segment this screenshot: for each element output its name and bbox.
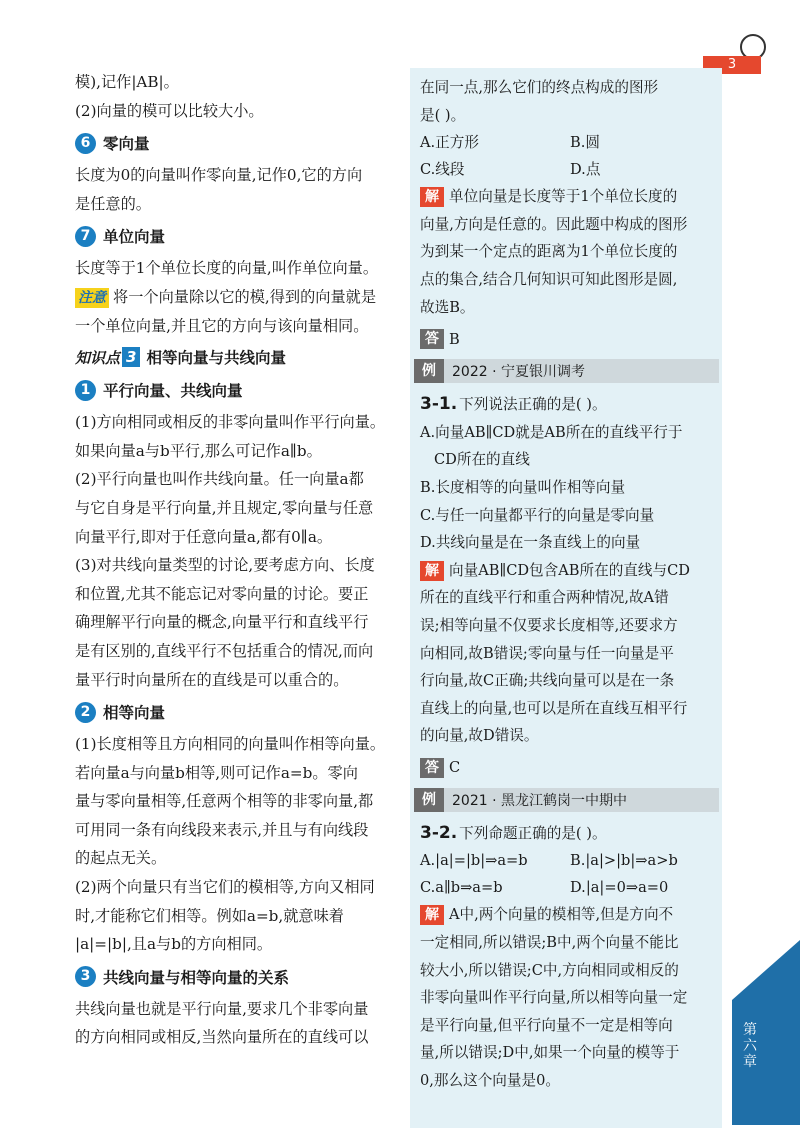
text-line: 向量平行,即对于任意向量a,都有0∥a。 [75, 527, 333, 546]
solution-line [420, 901, 718, 929]
note-line [75, 283, 405, 312]
question-number: 3-2. [420, 822, 458, 843]
text-line: (1)长度相等且方向相同的向量叫作相等向量。 [75, 735, 386, 754]
kp-label: 知识点 [75, 348, 121, 367]
text-line: (3)对共线向量类型的讨论,要考虑方向、长度 [75, 556, 375, 575]
section-heading-equal [75, 698, 405, 726]
option: D.点 [570, 161, 601, 179]
paragraph-parallel [75, 408, 405, 694]
solution-text: 非零向量叫作平行向量,所以相等向量一定 [420, 989, 688, 1007]
solution-text: 一定相同,所以错误;B中,两个向量不能比 [420, 934, 679, 952]
paragraph-equal [75, 730, 405, 959]
text-line: 模),记作|AB|。 [75, 73, 179, 91]
solution-text: 故选B。 [420, 298, 475, 316]
solution-text: 为到某一个定点的距离为1个单位长度的 [420, 243, 678, 261]
heading-title: 单位向量 [103, 228, 166, 247]
example-bar [414, 788, 719, 812]
heading-title: 平行向量、共线向量 [103, 382, 243, 401]
text-line: 若向量a与向量b相等,则可记作a=b。零向 [75, 763, 358, 782]
solution-text: 向相同,故B错误;零向量与任一向量是平 [420, 644, 674, 662]
section-heading-unit-vector [75, 222, 405, 250]
note-badge: 注意 [75, 288, 109, 308]
option: D.共线向量是在一条直线上的向量 [420, 534, 641, 552]
text-line: 可用同一条有向线段来表示,并且与有向线段 [75, 820, 369, 839]
solution-text: 向量AB∥CD包含AB所在的直线与CD [449, 561, 690, 579]
solution-line [420, 183, 718, 211]
solution-badge: 解 [420, 561, 444, 581]
solution-text: 是平行向量,但平行向量不一定是相等向 [420, 1016, 673, 1034]
question-stem: 下列命题正确的是( )。 [459, 824, 607, 842]
number-circle-icon: 2 [75, 702, 96, 723]
option: C.线段 [420, 161, 465, 179]
text-line: (2)向量的模可以比较大小。 [75, 101, 264, 120]
text-line: (2)两个向量只有当它们的模相等,方向又相同 [75, 878, 375, 897]
section-heading-zero-vector [75, 129, 405, 157]
solution-text: 量,所以错误;D中,如果一个向量的模等于 [420, 1044, 680, 1062]
solution-text: 点的集合,结合几何知识可知此图形是圆, [420, 270, 678, 288]
text-line: (1)方向相同或相反的非零向量叫作平行向量。 [75, 413, 386, 432]
solution-line [420, 557, 718, 585]
text-line: 长度为0的向量叫作零向量,记作0,它的方向 [75, 166, 363, 185]
solution-text: 行向量,故C正确;共线向量可以是在一条 [420, 672, 675, 690]
option: C.a∥b⇒a=b [420, 879, 503, 897]
text-line: 是有区别的,直线平行不包括重合的情况,而向 [75, 641, 374, 660]
option-row [420, 847, 718, 874]
left-column [75, 68, 405, 1052]
example-badge: 例 [414, 359, 444, 383]
text-line: 量平行时向量所在的直线是可以重合的。 [75, 670, 349, 689]
number-circle-icon: 3 [75, 966, 96, 987]
right-panel [410, 68, 722, 1128]
text-line: 一个单位向量,并且它的方向与该向量相同。 [75, 316, 369, 335]
solution-text: 0,那么这个向量是0。 [420, 1072, 560, 1090]
text-line: |a|=|b|,且a与b的方向相同。 [75, 935, 273, 954]
answer-text: C [449, 759, 461, 777]
solution-text: 单位向量是长度等于1个单位长度的 [449, 188, 678, 206]
question-line: 在同一点,那么它们的终点构成的图形 [420, 79, 659, 96]
text-line: 共线向量也就是平行向量,要求几个非零向量 [75, 999, 369, 1018]
section-heading-parallel [75, 376, 405, 404]
question-line [420, 391, 718, 419]
answer-line [420, 754, 718, 782]
text-line: (2)平行向量也叫作共线向量。任一向量a都 [75, 470, 364, 489]
example-bar [414, 359, 719, 383]
heading-title: 共线向量与相等向量的关系 [103, 968, 290, 987]
question-line [420, 820, 718, 848]
option: B.长度相等的向量叫作相等向量 [420, 478, 626, 496]
kp-number: 3 [122, 347, 140, 367]
text-line: 如果向量a与b平行,那么可记作a∥b。 [75, 441, 322, 460]
solution-text: A中,两个向量的模相等,但是方向不 [449, 906, 674, 924]
answer-badge: 答 [420, 329, 444, 349]
answer-line [420, 325, 718, 353]
heading-title: 相等向量 [103, 704, 166, 723]
text-line: 和位置,尤其不能忘记对零向量的讨论。要正 [75, 584, 369, 603]
number-circle-icon: 1 [75, 380, 96, 401]
text-line: 确理解平行向量的概念,向量平行和直线平行 [75, 613, 369, 632]
option: A.|a|=|b|⇒a=b [420, 852, 528, 870]
text-line: 时,才能称它们相等。例如a=b,就意味着 [75, 906, 344, 925]
example-badge: 例 [414, 788, 444, 812]
solution-text: 直线上的向量,也可以是所在直线互相平行 [420, 699, 688, 717]
option-row [420, 129, 718, 156]
solution-text: 误;相等向量不仅要求长度相等,还要求方 [420, 616, 678, 634]
text-line: 与它自身是平行向量,并且规定,零向量与任意 [75, 498, 374, 517]
chapter-label: 第六章 [743, 1022, 757, 1070]
page-number: 3 [703, 56, 761, 74]
example-source: 2022 · 宁夏银川调考 [452, 364, 585, 381]
option: A.向量AB∥CD就是AB所在的直线平行于 [420, 423, 683, 441]
question-number: 3-1. [420, 394, 458, 415]
number-circle-icon: 7 [75, 226, 96, 247]
text-line: 长度等于1个单位长度的向量,叫作单位向量。 [75, 259, 379, 278]
kp-title: 相等向量与共线向量 [146, 349, 286, 368]
answer-text: B [449, 330, 460, 348]
option: D.|a|=0⇒a=0 [570, 879, 669, 897]
answer-badge: 答 [420, 758, 444, 778]
question-stem: 下列说法正确的是( )。 [459, 396, 607, 414]
solution-badge: 解 [420, 187, 444, 207]
section-heading-relation [75, 963, 405, 991]
option-row [420, 156, 718, 183]
solution-text: 较大小,所以错误;C中,方向相同或相反的 [420, 961, 679, 979]
option: B.|a|>|b|⇒a>b [570, 852, 678, 870]
text-line: 的起点无关。 [75, 849, 167, 868]
option: CD所在的直线 [434, 451, 530, 469]
text-line: 的方向相同或相反,当然向量所在的直线可以 [75, 1028, 369, 1047]
heading-title: 零向量 [103, 135, 150, 154]
solution-text: 的向量,故D错误。 [420, 727, 539, 745]
question-line: 是( )。 [420, 106, 466, 124]
solution-text: 所在的直线平行和重合两种情况,故A错 [420, 589, 669, 607]
knowledge-point-heading [75, 342, 405, 372]
text-line: 量与零向量相等,任意两个相等的非零向量,都 [75, 792, 374, 811]
option: B.圆 [570, 134, 600, 152]
note-text: 将一个向量除以它的模,得到的向量就是 [113, 287, 377, 306]
number-circle-icon: 6 [75, 133, 96, 154]
solution-text: 向量,方向是任意的。因此题中构成的图形 [420, 215, 688, 233]
solution-badge: 解 [420, 905, 444, 925]
option: C.与任一向量都平行的向量是零向量 [420, 506, 655, 524]
option-row [420, 874, 718, 901]
example-source: 2021 · 黑龙江鹤岗一中期中 [452, 792, 627, 809]
option: A.正方形 [420, 134, 479, 152]
text-line: 是任意的。 [75, 194, 151, 213]
